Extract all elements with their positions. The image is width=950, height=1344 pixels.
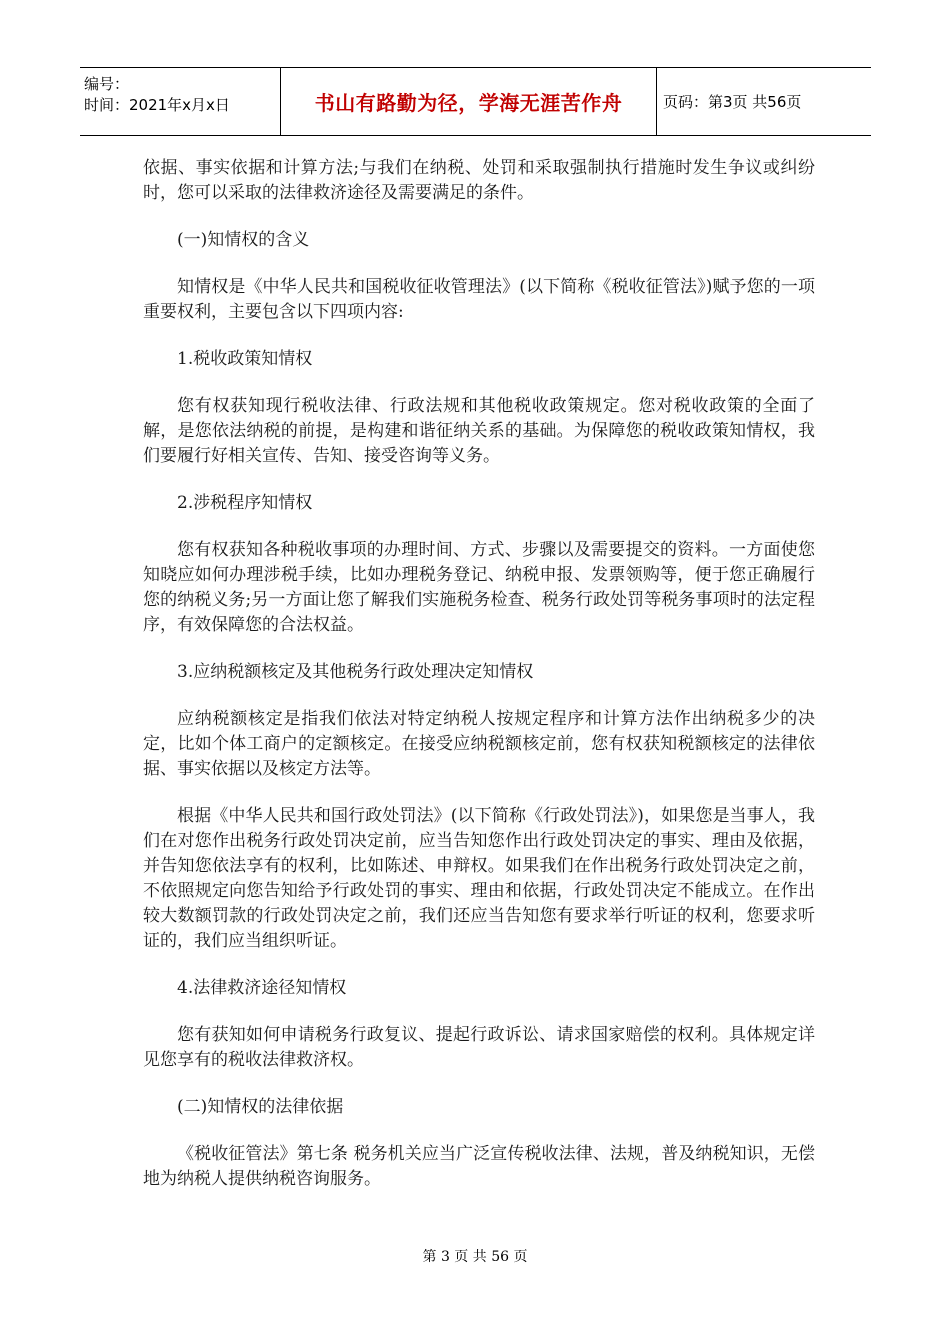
paragraph: 您有权获知现行税收法律、行政法规和其他税收政策规定。您对税收政策的全面了解，是您依法纳税的前提，是构建和谐征纳关系的基础。为保障您的税收政策知情权，我们要履行好相关宣传、告知、接受咨询等义务。 (143, 396, 815, 466)
paragraph: 您有获知如何申请税务行政复议、提起行政诉讼、请求国家赔偿的权利。具体规定详见您享有的税收法律救济权。 (143, 1025, 815, 1070)
paragraph: 依据、事实依据和计算方法;与我们在纳税、处罚和采取强制执行措施时发生争议或纠纷时，您可以采取的法律救济途径及需要满足的条件。 (143, 158, 815, 203)
section-heading: (一)知情权的含义 (177, 230, 310, 250)
header-page-info: 页码：第3页 共56页 (663, 93, 802, 111)
document-date-label: 时间：2021年x月x日 (84, 96, 230, 114)
page-header (80, 67, 871, 136)
page-footer: 第 3 页 共 56 页 (422, 1249, 528, 1265)
document-number-label: 编号： (84, 75, 130, 93)
section-heading: (二)知情权的法律依据 (177, 1097, 344, 1117)
subsection-heading: 3.应纳税额核定及其他税务行政处理决定知情权 (177, 662, 534, 682)
paragraph: 您有权获知各种税收事项的办理时间、方式、步骤以及需要提交的资料。一方面使您知晓应如何办理涉税手续，比如办理税务登记、纳税申报、发票领购等，便于您正确履行您的纳税义务;另一方面让您了解我们实施税务检查、税务行政处罚等税务事项时的法定程序，有效保障您的合法权益。 (143, 540, 815, 635)
paragraph: 《税收征管法》第七条 税务机关应当广泛宣传税收法律、法规，普及纳税知识，无偿地为纳税人提供纳税咨询服务。 (143, 1144, 815, 1189)
paragraph: 根据《中华人民共和国行政处罚法》(以下简称《行政处罚法》)，如果您是当事人，我们在对您作出税务行政处罚决定前，应当告知您作出行政处罚决定的事实、理由及依据，并告知您依法享有的权利，比如陈述、申辩权。如果我们在作出税务行政处罚决定之前，不依照规定向您告知给予行政处罚的事实、理由和依据，行政处罚决定不能成立。在作出较大数额罚款的行政处罚决定之前，我们还应当告知您有要求举行听证的权利，您要求听证的，我们应当组织听证。 (143, 806, 815, 951)
paragraph: 应纳税额核定是指我们依法对特定纳税人按规定程序和计算方法作出纳税多少的决定，比如个体工商户的定额核定。在接受应纳税额核定前，您有权获知税额核定的法律依据、事实依据以及核定方法等。 (143, 709, 815, 779)
subsection-heading: 1.税收政策知情权 (177, 349, 313, 369)
header-motto: 书山有路勤为径，学海无涯苦作舟 (281, 68, 657, 135)
paragraph: 知情权是《中华人民共和国税收征收管理法》(以下简称《税收征管法》)赋予您的一项重要权利，主要包含以下四项内容: (143, 277, 815, 322)
subsection-heading: 2.涉税程序知情权 (177, 493, 313, 513)
subsection-heading: 4.法律救济途径知情权 (177, 978, 347, 998)
header-meta (80, 68, 281, 135)
document-body (143, 156, 815, 1214)
